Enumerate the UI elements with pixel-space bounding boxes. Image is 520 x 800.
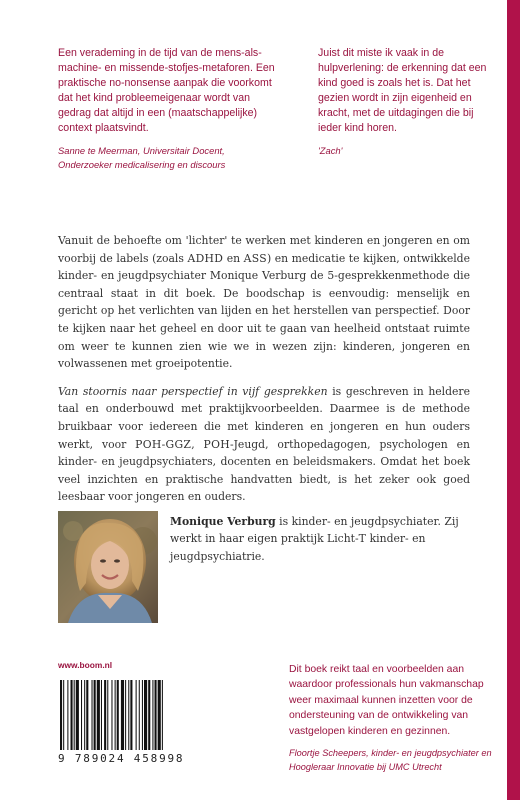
- p1-abbr-ass: ASS: [243, 251, 267, 265]
- author-bio-part2: kinder- en jeugdpsychiatrie.: [170, 532, 426, 563]
- p1-abbr-adhd: ADHD: [187, 251, 224, 265]
- barcode-bar: [94, 680, 96, 750]
- isbn-number: 9 789024 458998: [58, 752, 185, 765]
- author-bio-part1: is kinder- en jeugdpsychiater. Zij werkt in haar eigen praktijk Licht-: [170, 515, 459, 546]
- barcode-bar: [136, 680, 137, 750]
- barcode-bar: [84, 680, 85, 750]
- barcode-bar: [86, 680, 88, 750]
- blurb: [58, 232, 470, 516]
- barcode-bar: [128, 680, 129, 750]
- barcode-bar: [148, 680, 150, 750]
- p1-part2: en: [223, 251, 244, 265]
- barcode-bar: [81, 680, 82, 750]
- barcode-bar: [76, 680, 79, 750]
- p2-part2: ,: [191, 437, 204, 451]
- p2-part1: is geschreven in heldere taal en onderbouwd met praktijkvoorbeelden. Daarmee is de methode bruikbaar voor iedereen die met kinderen en jongeren en hun ouders werkt, voor: [58, 384, 470, 451]
- blurb-paragraph-1: [58, 232, 470, 373]
- barcode-bar: [162, 680, 163, 750]
- quote-right: [318, 46, 498, 172]
- book-title-italic: Van stoornis naar perspectief in vijf gesprekken: [58, 384, 328, 398]
- barcode-bar: [130, 680, 132, 750]
- barcode-bar: [111, 680, 112, 750]
- barcode-bar: [104, 680, 106, 750]
- barcode-bar: [115, 680, 116, 750]
- barcode-bar: [60, 680, 62, 750]
- author-bio-abbr: T: [358, 532, 367, 546]
- quote-bottom-attribution: Floortje Scheepers, kinder- en jeugdpsychiater en Hoogleraar Innovatie bij UMC Utrecht: [289, 748, 492, 772]
- author-name: Monique Verburg: [170, 515, 276, 528]
- barcode-bar: [117, 680, 119, 750]
- blurb-paragraph-2: [58, 383, 470, 506]
- barcode-bar: [139, 680, 140, 750]
- barcode-bar: [92, 680, 93, 750]
- quote-left-attribution: Sanne te Meerman, Universitair Docent, Onderzoeker medicalisering en discours: [58, 145, 226, 170]
- barcode-bar: [125, 680, 126, 750]
- spine-stripe: [507, 0, 520, 800]
- quote-right-text: Juist dit miste ik vaak in de hulpverlening: de erkenning dat een kind goed is zoals het is. Dat het gezien wordt in zijn eigenheid en kracht, met de uitdagingen die bij ieder kind horen.: [318, 47, 487, 134]
- quote-bottom-text: Dit boek reikt taal en voorbeelden aan waardoor professionals hun vakmanschap weer maximaal kunnen inzetten voor de ondersteuning van de ontwikkeling van vastgelopen kinderen en gezinnen.: [289, 664, 484, 737]
- isbn-barcode: [58, 680, 228, 750]
- barcode-bar: [142, 680, 143, 750]
- quote-left: [58, 46, 276, 172]
- barcode-bar: [97, 680, 100, 750]
- barcode-icon: [58, 680, 228, 750]
- quote-left-text: Een verademing in de tijd van de mens-als-machine- en missende-stofjes-metaforen. Een praktische no-nonsense aanpak die voorkomt dat het kind probleemeigenaar wordt van gedrag dat altijd in een (maatschappelijke) context plaatsvindt.: [58, 47, 275, 134]
- publisher-website[interactable]: www.boom.nl: [58, 660, 113, 670]
- p1-part1: Vanuit de behoefte om 'lichter' te werken met kinderen en jongeren en om voorbij de labels (zoals: [58, 234, 470, 265]
- barcode-bar: [144, 680, 147, 750]
- barcode-bar: [101, 680, 102, 750]
- barcode-bar: [152, 680, 153, 750]
- p2-part3: -Jeugd, orthopedagogen, psychologen en kinder- en jeugdpsychiaters, docenten en beleidsmakers. Omdat het boek veel inzichten en praktische handvatten biedt, is het zeker ook goed leesbaar voor jongeren en ouders.: [58, 437, 470, 504]
- barcode-bar: [155, 680, 157, 750]
- quote-bottom: [289, 662, 499, 774]
- author-block: [58, 511, 478, 623]
- author-bio: [170, 513, 470, 565]
- author-portrait-photo: [58, 511, 158, 623]
- author-portrait-icon: [58, 511, 158, 623]
- barcode-bar: [158, 680, 161, 750]
- quote-right-attribution: 'Zach': [318, 145, 343, 156]
- p2-abbr-poh: POH: [203, 437, 230, 451]
- barcode-bar: [74, 680, 75, 750]
- barcode-bar: [71, 680, 73, 750]
- p2-abbr-poh-ggz: POH-GGZ: [135, 437, 192, 451]
- barcode-bar: [67, 680, 68, 750]
- barcode-bar: [121, 680, 124, 750]
- barcode-bar: [63, 680, 64, 750]
- p1-part3: ) en medicatie te kijken, ontwikkelde kinder- en jeugdpsychiater Monique Verburg de 5-gesprekkenmethode die centraal staat in dit boek. De boodschap is eenvoudig: menselijk en gericht op het verlichten van lijden en het herstellen van perspectief. Door te kijken naar het geheel en door uit te gaan van heelheid ontstaat ruimte om weer te kunnen zien wie we in wezen zijn: kinderen, jongeren en volwassenen met groeipotentie.: [58, 251, 470, 371]
- barcode-bar: [107, 680, 108, 750]
- top-quotes: [58, 46, 498, 172]
